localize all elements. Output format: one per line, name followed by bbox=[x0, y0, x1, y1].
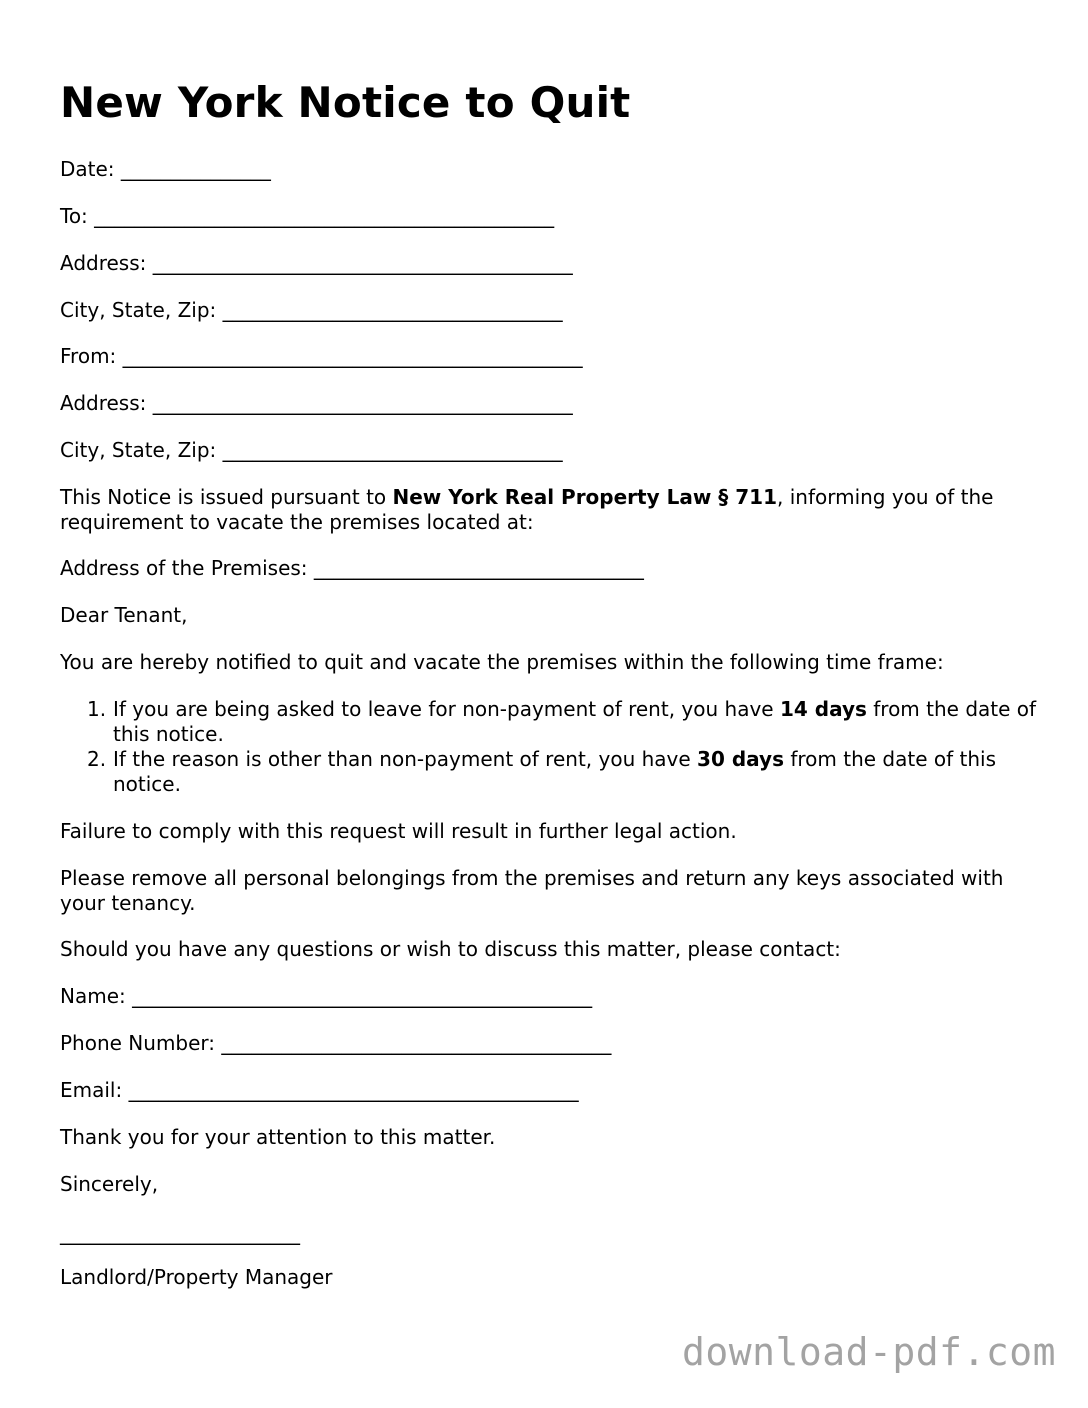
list-item bbox=[60, 747, 1040, 797]
from-city-state-zip-label: City, State, Zip: bbox=[60, 438, 217, 462]
salutation: Dear Tenant, bbox=[60, 603, 188, 627]
list-item-number: 1. bbox=[87, 697, 107, 721]
remove-paragraph: Please remove all personal belongings from the premises and return any keys associated with your tenancy. bbox=[60, 866, 1004, 915]
premises-field bbox=[60, 556, 644, 581]
to-city-state-zip-field bbox=[60, 298, 563, 323]
list-item-post: from the date of this notice. bbox=[113, 747, 997, 796]
list-item-bold: 14 days bbox=[779, 697, 867, 721]
contact-phone-blank[interactable]: _______________________________________ bbox=[221, 1031, 612, 1055]
to-field bbox=[60, 204, 554, 229]
document-title: New York Notice to Quit bbox=[60, 78, 631, 127]
contact-phone-field bbox=[60, 1031, 611, 1056]
premises-label: Address of the Premises: bbox=[60, 556, 308, 580]
list-item bbox=[60, 697, 1040, 747]
contact-name-blank[interactable]: ______________________________________________ bbox=[132, 984, 593, 1008]
from-blank[interactable]: ______________________________________________ bbox=[122, 344, 583, 368]
premises-blank[interactable]: _________________________________ bbox=[313, 556, 644, 580]
signature-line[interactable]: ________________________ bbox=[60, 1221, 300, 1245]
from-city-state-zip-blank[interactable]: __________________________________ bbox=[222, 438, 563, 462]
list-item-number: 2. bbox=[87, 747, 107, 771]
to-address-field bbox=[60, 251, 573, 276]
to-address-label: Address: bbox=[60, 251, 147, 275]
intro-paragraph: You are hereby notified to quit and vacate the premises within the following time frame: bbox=[60, 650, 944, 674]
notice-paragraph bbox=[60, 485, 1040, 535]
thanks-paragraph: Thank you for your attention to this matter. bbox=[60, 1125, 496, 1149]
date-blank[interactable]: _______________ bbox=[120, 157, 271, 181]
notice-pre: This Notice is issued pursuant to bbox=[60, 485, 393, 509]
notice-post: , informing you of the requirement to vacate the premises located at: bbox=[60, 485, 994, 534]
date-field bbox=[60, 157, 271, 182]
watermark: download-pdf.com bbox=[681, 1330, 1056, 1374]
list-item-pre: If you are being asked to leave for non-payment of rent, you have bbox=[113, 697, 780, 721]
contact-phone-label: Phone Number: bbox=[60, 1031, 216, 1055]
from-address-label: Address: bbox=[60, 391, 147, 415]
failure-paragraph: Failure to comply with this request will result in further legal action. bbox=[60, 819, 737, 843]
from-address-field bbox=[60, 391, 573, 416]
to-label: To: bbox=[60, 204, 88, 228]
from-address-blank[interactable]: __________________________________________ bbox=[152, 391, 573, 415]
contact-name-label: Name: bbox=[60, 984, 126, 1008]
list-item-pre: If the reason is other than non-payment of rent, you have bbox=[113, 747, 698, 771]
notice-law: New York Real Property Law § 711 bbox=[392, 485, 777, 509]
contact-intro: Should you have any questions or wish to discuss this matter, please contact: bbox=[60, 937, 841, 961]
to-city-state-zip-blank[interactable]: __________________________________ bbox=[222, 298, 563, 322]
from-label: From: bbox=[60, 344, 117, 368]
from-city-state-zip-field bbox=[60, 438, 563, 463]
from-field bbox=[60, 344, 583, 369]
contact-email-label: Email: bbox=[60, 1078, 123, 1102]
closing: Sincerely, bbox=[60, 1172, 159, 1196]
to-city-state-zip-label: City, State, Zip: bbox=[60, 298, 217, 322]
contact-email-blank[interactable]: _____________________________________________ bbox=[128, 1078, 579, 1102]
contact-name-field bbox=[60, 984, 592, 1009]
date-label: Date: bbox=[60, 157, 115, 181]
contact-email-field bbox=[60, 1078, 579, 1103]
to-blank[interactable]: ______________________________________________ bbox=[94, 204, 555, 228]
time-frame-list bbox=[60, 697, 1040, 797]
list-item-bold: 30 days bbox=[697, 747, 784, 771]
list-item-post: from the date of this notice. bbox=[113, 697, 1037, 746]
signature-title: Landlord/Property Manager bbox=[60, 1265, 333, 1289]
to-address-blank[interactable]: __________________________________________ bbox=[152, 251, 573, 275]
